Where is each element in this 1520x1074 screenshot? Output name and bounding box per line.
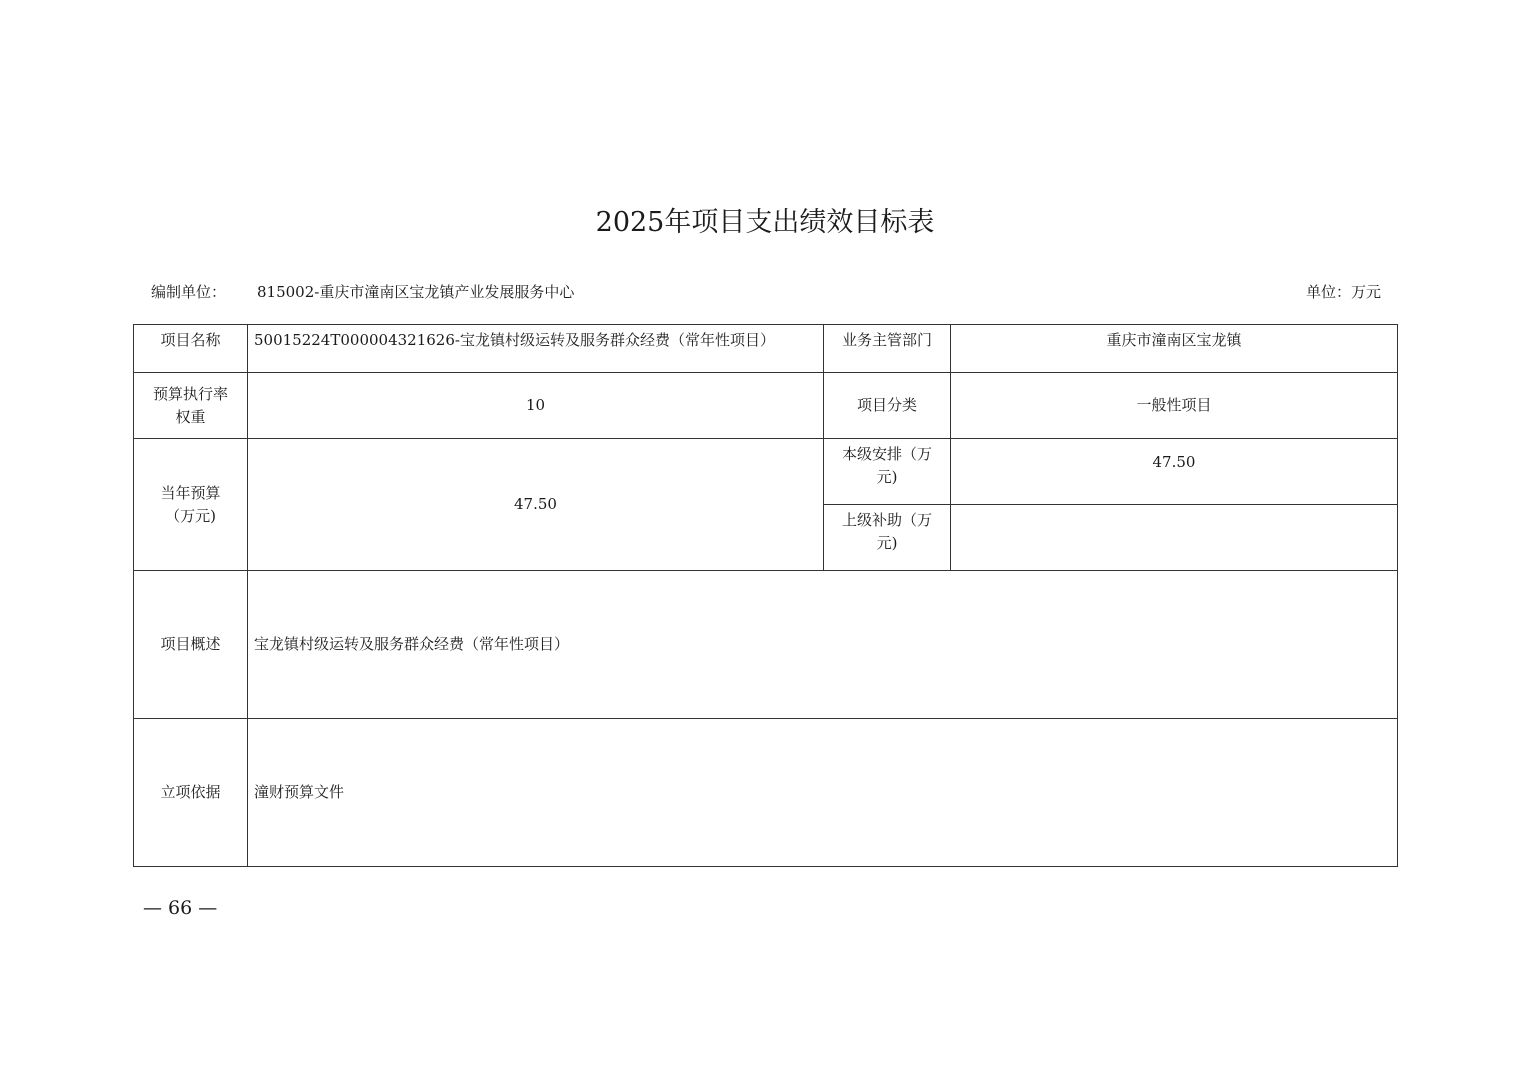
weight-label <box>134 373 248 439</box>
basis-value: 潼财预算文件 <box>248 719 1398 867</box>
table-row <box>134 373 1398 439</box>
budget-value: 47.50 <box>248 439 824 571</box>
table-row <box>134 719 1398 867</box>
page-number: — 66 — <box>143 897 218 919</box>
table-row <box>134 571 1398 719</box>
local-funding-label <box>824 439 951 505</box>
table-row <box>134 439 1398 505</box>
table-row <box>134 325 1398 373</box>
weight-value: 10 <box>248 373 824 439</box>
currency-unit: 单位：万元 <box>1306 283 1382 301</box>
upper-subsidy-label-line2: 元) <box>876 534 898 552</box>
overview-value: 宝龙镇村级运转及服务群众经费（常年性项目） <box>248 571 1398 719</box>
project-name-label: 项目名称 <box>134 325 248 373</box>
compiling-unit-value: 815002-重庆市潼南区宝龙镇产业发展服务中心 <box>257 283 575 301</box>
weight-label-line2: 权重 <box>175 407 206 426</box>
performance-table <box>133 324 1398 867</box>
dept-label: 业务主管部门 <box>824 325 951 373</box>
budget-label-line1: 当年预算 <box>160 483 221 502</box>
upper-subsidy-value <box>951 505 1398 571</box>
dept-value: 重庆市潼南区宝龙镇 <box>951 325 1398 373</box>
category-label: 项目分类 <box>824 373 951 439</box>
upper-subsidy-label <box>824 505 951 571</box>
budget-label <box>134 439 248 571</box>
project-name-value: 50015224T000004321626-宝龙镇村级运转及服务群众经费（常年性项目） <box>248 325 824 373</box>
basis-label: 立项依据 <box>134 719 248 867</box>
compiling-unit-label: 编制单位： <box>151 283 227 301</box>
local-funding-label-line2: 元) <box>876 468 898 486</box>
local-funding-value: 47.50 <box>951 439 1398 505</box>
overview-label: 项目概述 <box>134 571 248 719</box>
budget-label-line2: （万元) <box>165 506 216 525</box>
weight-label-line1: 预算执行率 <box>152 384 228 403</box>
upper-subsidy-label-line1: 上级补助（万 <box>841 511 932 529</box>
page-title: 2025年项目支出绩效目标表 <box>595 207 935 238</box>
category-value: 一般性项目 <box>951 373 1398 439</box>
local-funding-label-line1: 本级安排（万 <box>841 445 932 463</box>
